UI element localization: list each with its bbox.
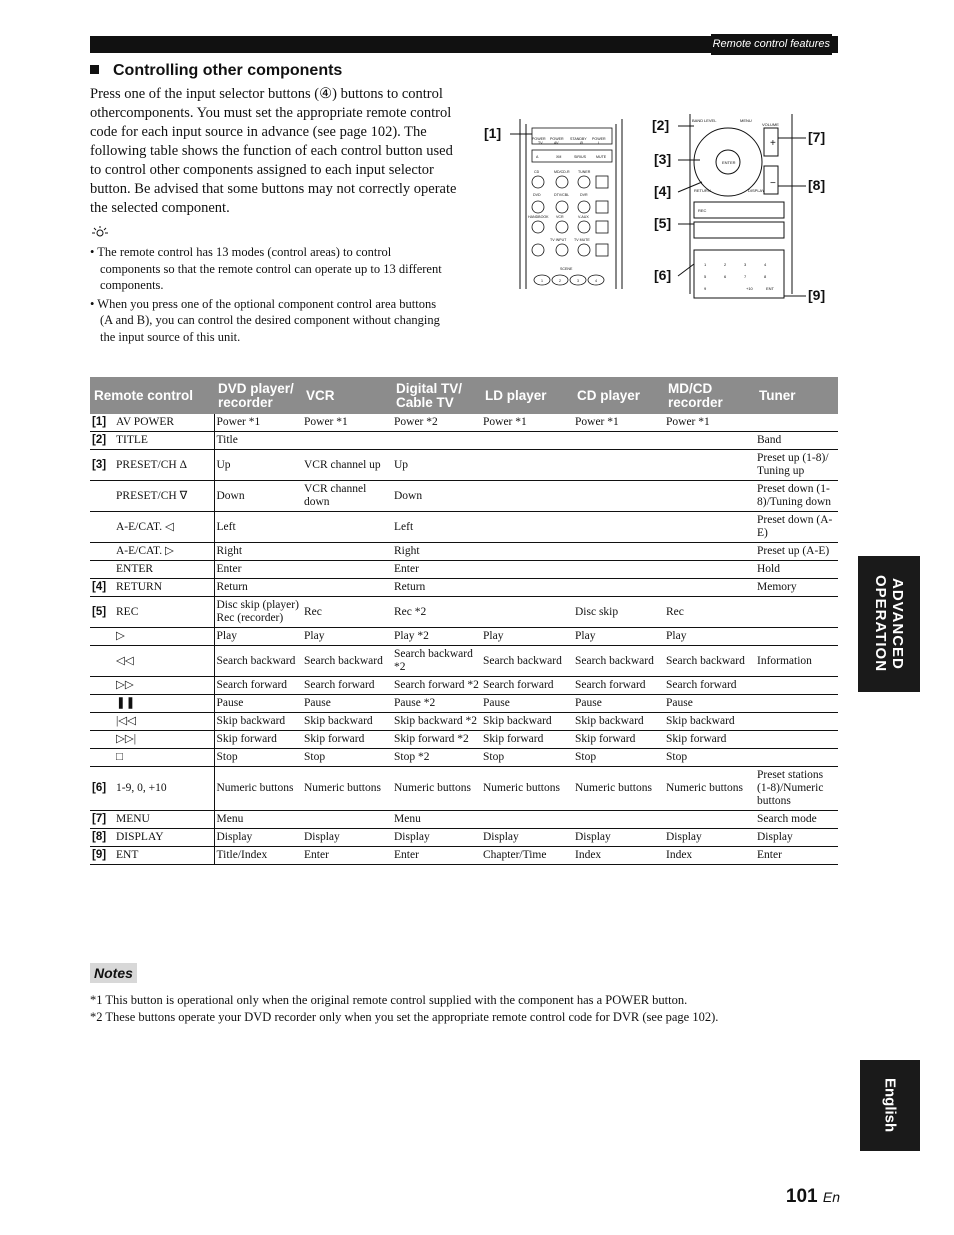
remote-control-illustration	[480, 114, 850, 344]
svg-text:[9]: [9]	[808, 287, 826, 303]
svg-text:5: 5	[704, 274, 707, 279]
table-cell: Enter	[302, 847, 392, 865]
table-cell: Search forward	[481, 677, 573, 695]
svg-text:RETURN: RETURN	[694, 188, 711, 193]
table-cell: Pause	[481, 695, 573, 713]
table-cell: Pause	[664, 695, 755, 713]
row-key-cell	[90, 414, 214, 432]
tip-bullet-list	[90, 244, 450, 347]
table-cell	[755, 695, 838, 713]
transport-icon: ▷	[116, 630, 125, 642]
table-cell: Stop	[214, 749, 302, 767]
table-row	[90, 713, 838, 731]
table-cell: Preset down (A-E)	[755, 512, 838, 543]
table-cell: Rec *2	[392, 597, 481, 628]
table-cell: Enter	[392, 847, 481, 865]
table-cell: Skip backward	[573, 713, 664, 731]
table-cell: Power *1	[573, 414, 664, 432]
row-callout-number: [7]	[92, 813, 107, 825]
table-cell: Play *2	[392, 628, 481, 646]
row-key-label: AV POWER	[116, 416, 175, 428]
row-callout-number: [6]	[92, 782, 107, 794]
row-callout-number: [8]	[92, 831, 107, 843]
table-cell	[573, 512, 664, 543]
table-cell: Search forward	[214, 677, 302, 695]
transport-icon: □	[116, 751, 123, 763]
svg-text:[8]: [8]	[808, 177, 826, 193]
table-cell: Title/Index	[214, 847, 302, 865]
table-cell: Right	[392, 543, 481, 561]
svg-text:POWER: POWER	[550, 137, 564, 141]
row-key-cell	[90, 579, 214, 597]
table-cell: Enter	[755, 847, 838, 865]
col-header-cd: CD player	[573, 377, 664, 414]
remote-left-keys	[532, 128, 612, 285]
table-row	[90, 847, 838, 865]
table-cell: VCR channel up	[302, 450, 392, 481]
remote-right-keys	[692, 118, 779, 291]
table-cell: Numeric buttons	[573, 767, 664, 811]
row-key-label: REC	[116, 605, 139, 618]
table-cell	[573, 450, 664, 481]
table-cell: Skip backward	[214, 713, 302, 731]
row-key-cell	[90, 767, 214, 811]
row-key-cell	[90, 561, 214, 579]
table-cell: Skip forward	[664, 731, 755, 749]
row-key-label: ENTER	[116, 563, 154, 575]
table-row	[90, 749, 838, 767]
svg-text:VCR: VCR	[556, 215, 564, 219]
table-cell	[481, 561, 573, 579]
table-cell: Up	[214, 450, 302, 481]
col-header-ld: LD player	[481, 377, 573, 414]
table-row	[90, 512, 838, 543]
svg-text:SCENE: SCENE	[560, 267, 573, 271]
table-cell: Power *1	[664, 414, 755, 432]
svg-text:STANDBY: STANDBY	[570, 137, 587, 141]
table-row	[90, 579, 838, 597]
table-cell: Index	[573, 847, 664, 865]
svg-text:[4]: [4]	[654, 183, 672, 199]
intro-paragraph: Press one of the input selector buttons (④) buttons to control othercomponents. You must set the appropriate remote control code for each input source in advance (see page 102). The following table shows the function of each control button used to control other components assigned to each input selector button. Be advised that some buttons may not correctly operate the selected component.	[90, 86, 457, 216]
transport-icon: |◁◁	[116, 715, 136, 727]
table-cell: Memory	[755, 579, 838, 597]
svg-text:V-AUX: V-AUX	[578, 215, 589, 219]
table-cell: Preset up (A-E)	[755, 543, 838, 561]
table-cell	[573, 561, 664, 579]
svg-text:MD/CD-R: MD/CD-R	[554, 170, 570, 174]
table-cell: Search forward	[664, 677, 755, 695]
row-key-label: 1-9, 0, +10	[116, 782, 167, 794]
table-cell: Skip backward	[481, 713, 573, 731]
table-cell: Play	[214, 628, 302, 646]
svg-text:[5]: [5]	[654, 215, 672, 231]
page-number: 101 En	[785, 1186, 840, 1207]
table-cell	[302, 811, 392, 829]
svg-text:CD: CD	[534, 170, 540, 174]
table-cell: Display	[302, 829, 392, 847]
table-cell: Skip backward	[302, 713, 392, 731]
row-key-cell	[90, 829, 214, 847]
table-cell	[481, 811, 573, 829]
svg-text:MUTE: MUTE	[596, 155, 607, 159]
svg-text:+: +	[770, 138, 776, 149]
side-tab-advanced-operation: ADVANCED OPERATION	[858, 556, 920, 692]
table-cell: Search backward	[664, 646, 755, 677]
svg-text:+10: +10	[746, 286, 753, 291]
table-cell: Play	[481, 628, 573, 646]
table-cell	[302, 561, 392, 579]
footnote-1: *1 This button is operational only when the original remote control supplied with the component has a POWER button.	[90, 993, 688, 1007]
row-key-label: PRESET/CH Δ	[116, 458, 187, 471]
table-cell	[755, 628, 838, 646]
table-cell: Power *1	[481, 414, 573, 432]
table-cell: VCR channel down	[302, 481, 392, 512]
table-row	[90, 767, 838, 811]
table-row	[90, 450, 838, 481]
table-row	[90, 646, 838, 677]
transport-icon: ▷▷	[116, 679, 134, 691]
row-key-cell	[90, 450, 214, 481]
table-row	[90, 597, 838, 628]
table-cell: Enter	[214, 561, 302, 579]
table-cell: Display	[392, 829, 481, 847]
row-key-cell	[90, 695, 214, 713]
table-cell: Search forward *2	[392, 677, 481, 695]
svg-text:1: 1	[541, 279, 543, 283]
row-key-cell	[90, 713, 214, 731]
table-cell: Return	[392, 579, 481, 597]
table-cell	[302, 512, 392, 543]
table-cell: Menu	[214, 811, 302, 829]
table-cell	[755, 749, 838, 767]
row-key-cell	[90, 847, 214, 865]
table-cell	[755, 731, 838, 749]
table-cell: Search backward	[573, 646, 664, 677]
svg-text:TV INPUT: TV INPUT	[550, 238, 567, 242]
table-row	[90, 561, 838, 579]
table-cell	[481, 597, 573, 628]
table-cell	[573, 481, 664, 512]
table-cell: Play	[664, 628, 755, 646]
svg-text:3: 3	[577, 279, 579, 283]
svg-text:1: 1	[704, 262, 707, 267]
row-key-label: DISPLAY	[116, 831, 164, 843]
svg-text:HANDBOOK: HANDBOOK	[528, 215, 549, 219]
remote-right-body	[690, 114, 792, 298]
row-callout-number: [1]	[92, 416, 107, 428]
svg-text:[2]: [2]	[652, 117, 670, 133]
table-cell	[302, 579, 392, 597]
svg-text:VOLUME: VOLUME	[762, 122, 779, 127]
table-cell: Up	[392, 450, 481, 481]
table-cell	[481, 579, 573, 597]
svg-text:A: A	[536, 155, 539, 159]
table-cell: Skip backward	[664, 713, 755, 731]
table-cell	[573, 543, 664, 561]
table-cell: Title	[214, 432, 302, 450]
svg-text:TV: TV	[538, 141, 543, 145]
table-cell: Stop	[481, 749, 573, 767]
svg-text:[7]: [7]	[808, 129, 826, 145]
section-header-title: Remote control features	[711, 34, 832, 55]
svg-text:Ø: Ø	[580, 141, 583, 145]
row-key-label: ENT	[116, 849, 139, 861]
table-cell: Skip forward	[481, 731, 573, 749]
svg-text:DVD: DVD	[533, 193, 541, 197]
table-cell	[755, 713, 838, 731]
table-cell: Numeric buttons	[302, 767, 392, 811]
transport-icon: ❚❚	[116, 697, 136, 709]
table-cell	[573, 579, 664, 597]
table-cell: Search backward	[481, 646, 573, 677]
row-callout-number: [3]	[92, 458, 107, 471]
svg-text:TUNER: TUNER	[578, 170, 591, 174]
table-row	[90, 695, 838, 713]
transport-icon: ▷▷|	[116, 733, 136, 745]
table-cell: Search forward	[573, 677, 664, 695]
table-cell: Chapter/Time	[481, 847, 573, 865]
table-cell: Search forward	[302, 677, 392, 695]
table-cell	[664, 811, 755, 829]
table-cell: Stop	[573, 749, 664, 767]
table-cell	[481, 512, 573, 543]
side-tab-english: English	[860, 1060, 920, 1151]
table-cell: Hold	[755, 561, 838, 579]
table-cell: Enter	[392, 561, 481, 579]
row-key-cell	[90, 677, 214, 695]
table-cell: Power *1	[214, 414, 302, 432]
table-cell: Pause	[214, 695, 302, 713]
table-cell: Stop	[664, 749, 755, 767]
table-cell	[481, 481, 573, 512]
svg-text:8: 8	[764, 274, 767, 279]
table-cell: Disc skip	[573, 597, 664, 628]
svg-text:POWER: POWER	[592, 137, 606, 141]
table-row	[90, 731, 838, 749]
table-cell: Power *1	[302, 414, 392, 432]
table-cell: Power *2	[392, 414, 481, 432]
svg-text:ENT: ENT	[766, 286, 774, 291]
table-cell	[302, 432, 392, 450]
table-cell: Index	[664, 847, 755, 865]
page-title: Controlling other components	[90, 62, 342, 80]
svg-text:DVR: DVR	[580, 193, 588, 197]
lightbulb-tip-icon	[91, 225, 109, 243]
table-cell: Play	[302, 628, 392, 646]
remote-left-body	[520, 119, 622, 289]
table-row	[90, 543, 838, 561]
notes-block	[90, 992, 850, 1026]
row-callout-number: [4]	[92, 581, 107, 593]
table-cell: Preset stations (1-8)/Numeric buttons	[755, 767, 838, 811]
table-cell	[573, 432, 664, 450]
svg-text:BAND: BAND	[692, 118, 704, 123]
section-header-bar	[90, 36, 838, 53]
table-cell: Left	[392, 512, 481, 543]
table-cell	[664, 450, 755, 481]
remote-function-table	[90, 377, 838, 865]
row-key-label: MENU	[116, 813, 150, 825]
table-cell	[664, 561, 755, 579]
col-header-dtv: Digital TV/ Cable TV	[392, 377, 481, 414]
table-cell: Search backward	[214, 646, 302, 677]
table-cell: Numeric buttons	[481, 767, 573, 811]
notes-heading: Notes	[90, 963, 137, 983]
table-cell: Skip forward *2	[392, 731, 481, 749]
svg-text:TV MUTE: TV MUTE	[574, 238, 590, 242]
svg-text:POWER: POWER	[532, 137, 546, 141]
svg-text:4: 4	[595, 279, 597, 283]
row-key-cell	[90, 543, 214, 561]
table-row	[90, 432, 838, 450]
table-row	[90, 628, 838, 646]
table-cell: Down	[392, 481, 481, 512]
row-key-cell	[90, 731, 214, 749]
table-cell: Search backward	[302, 646, 392, 677]
table-cell	[302, 543, 392, 561]
row-key-label: PRESET/CH ∇	[116, 489, 188, 502]
table-header-row	[90, 377, 838, 414]
callout-label: [1]	[484, 125, 502, 141]
col-header-dvd: DVD player/ recorder	[214, 377, 302, 414]
svg-text:DISPLAY: DISPLAY	[748, 188, 765, 193]
row-key-cell	[90, 811, 214, 829]
row-callout-number: [5]	[92, 605, 107, 618]
table-cell: Display	[664, 829, 755, 847]
table-cell: Return	[214, 579, 302, 597]
table-cell: Numeric buttons	[664, 767, 755, 811]
row-key-cell	[90, 481, 214, 512]
svg-text:SIRIUS: SIRIUS	[574, 155, 586, 159]
svg-text:I: I	[598, 141, 599, 145]
table-cell: Left	[214, 512, 302, 543]
table-cell	[392, 432, 481, 450]
table-cell: Skip backward *2	[392, 713, 481, 731]
table-cell: Display	[755, 829, 838, 847]
table-cell: Display	[214, 829, 302, 847]
table-cell: Menu	[392, 811, 481, 829]
table-cell: Pause	[573, 695, 664, 713]
svg-text:3: 3	[744, 262, 747, 267]
row-key-label: RETURN	[116, 581, 162, 593]
table-cell: Down	[214, 481, 302, 512]
table-cell	[755, 414, 838, 432]
table-cell: Right	[214, 543, 302, 561]
transport-icon: ◁◁	[116, 654, 134, 667]
table-cell	[481, 432, 573, 450]
table-cell: Display	[481, 829, 573, 847]
list-item: • The remote control has 13 modes (control areas) to control components so that the remote control can operate up to 13 different components.	[90, 245, 442, 292]
svg-text:6: 6	[724, 274, 727, 279]
table-cell: Pause *2	[392, 695, 481, 713]
table-row	[90, 414, 838, 432]
svg-text:DTV/CBL: DTV/CBL	[554, 193, 570, 197]
figure-callouts	[652, 117, 825, 303]
table-cell	[664, 481, 755, 512]
row-key-cell	[90, 432, 214, 450]
table-cell: Preset down (1-8)/Tuning down	[755, 481, 838, 512]
table-cell	[664, 432, 755, 450]
row-key-label: TITLE	[116, 434, 148, 446]
svg-text:2: 2	[559, 279, 561, 283]
svg-text:[6]: [6]	[654, 267, 672, 283]
table-cell: Stop	[302, 749, 392, 767]
table-cell: Skip forward	[214, 731, 302, 749]
table-cell: Preset up (1-8)/ Tuning up	[755, 450, 838, 481]
table-row	[90, 481, 838, 512]
table-cell	[481, 450, 573, 481]
row-key-cell	[90, 597, 214, 628]
row-callout-number: [9]	[92, 849, 107, 861]
svg-text:7: 7	[744, 274, 747, 279]
col-header-remote: Remote control	[90, 377, 214, 414]
table-cell: Rec	[664, 597, 755, 628]
table-row	[90, 829, 838, 847]
table-cell: Numeric buttons	[214, 767, 302, 811]
svg-text:9: 9	[704, 286, 707, 291]
table-cell: Information	[755, 646, 838, 677]
table-cell: Play	[573, 628, 664, 646]
svg-text:MENU: MENU	[740, 118, 752, 123]
svg-text:−: −	[770, 178, 776, 189]
table-cell: Search mode	[755, 811, 838, 829]
table-cell: Numeric buttons	[392, 767, 481, 811]
svg-text:LEVEL: LEVEL	[704, 118, 717, 123]
table-cell: Display	[573, 829, 664, 847]
table-row	[90, 677, 838, 695]
col-header-tuner: Tuner	[755, 377, 838, 414]
table-cell	[664, 543, 755, 561]
svg-text:[3]: [3]	[654, 151, 672, 167]
table-cell	[664, 579, 755, 597]
col-header-vcr: VCR	[302, 377, 392, 414]
table-cell: Rec	[302, 597, 392, 628]
table-cell: Disc skip (player) Rec (recorder)	[214, 597, 302, 628]
svg-text:XM: XM	[556, 155, 562, 159]
svg-text:2: 2	[724, 262, 727, 267]
table-cell: Pause	[302, 695, 392, 713]
list-item: • When you press one of the optional component control area buttons (A and B), you can control the desired component without changing the input source of this unit.	[90, 296, 440, 344]
svg-text:REC: REC	[698, 208, 707, 213]
table-cell: Skip forward	[302, 731, 392, 749]
row-key-label: A-E/CAT. ▷	[116, 545, 174, 557]
row-key-label: A-E/CAT. ◁	[116, 520, 174, 533]
col-header-md: MD/CD recorder	[664, 377, 755, 414]
svg-text:ENTER: ENTER	[722, 160, 736, 165]
row-key-cell	[90, 749, 214, 767]
table-cell: Skip forward	[573, 731, 664, 749]
row-callout-number: [2]	[92, 434, 107, 446]
table-cell: Band	[755, 432, 838, 450]
footnote-2: *2 These buttons operate your DVD recorder only when you set the appropriate remote control code for DVR (see page 102).	[90, 1010, 719, 1024]
table-row	[90, 811, 838, 829]
table-cell	[755, 597, 838, 628]
row-key-cell	[90, 646, 214, 677]
row-key-cell	[90, 628, 214, 646]
table-cell: Search backward *2	[392, 646, 481, 677]
table-cell	[481, 543, 573, 561]
svg-text:AV: AV	[554, 141, 559, 145]
table-cell	[664, 512, 755, 543]
table-cell	[573, 811, 664, 829]
table-cell	[755, 677, 838, 695]
table-cell: Stop *2	[392, 749, 481, 767]
svg-text:4: 4	[764, 262, 767, 267]
row-key-cell	[90, 512, 214, 543]
square-bullet-icon	[90, 65, 99, 74]
